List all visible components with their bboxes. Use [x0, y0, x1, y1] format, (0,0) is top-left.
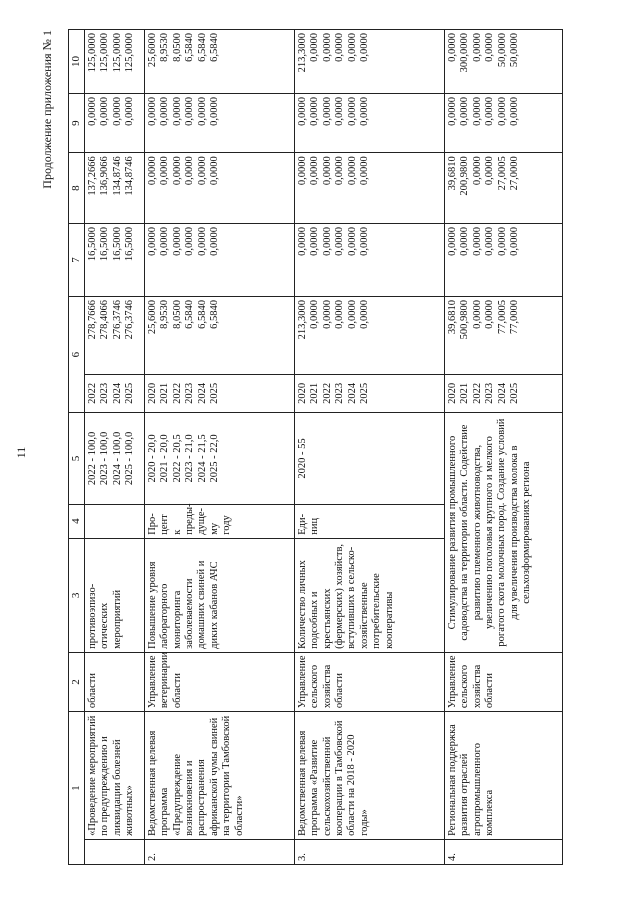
value-c8: 0,0000: [309, 156, 321, 186]
value-c6: 0,0000: [309, 299, 321, 329]
value-c9: 0,0000: [321, 96, 333, 126]
cell-targets: [294, 413, 444, 504]
executor: Управление сельского хозяйства области: [444, 652, 562, 711]
value-c8: 136,9066: [99, 156, 111, 196]
value-targets: 2021 - 20,0: [159, 434, 171, 483]
value-c9: 0,0000: [496, 96, 508, 126]
value-c6: 6,5840: [196, 299, 208, 329]
value-targets: 2020 - 20,0: [146, 434, 158, 483]
value-c6: 6,5840: [209, 299, 221, 329]
value-c10: 6,5840: [184, 33, 196, 62]
value-years: 2021: [309, 382, 321, 404]
value-c8: 0,0000: [359, 156, 371, 186]
value-c8: 0,0000: [184, 156, 196, 186]
value-c6: 0,0000: [321, 299, 333, 329]
value-years: 2024: [196, 382, 208, 404]
value-c6: 0,0000: [471, 299, 483, 329]
unit: Про-цент к преды-дуще-му году: [144, 504, 294, 538]
value-years: 2022: [171, 382, 183, 404]
table-row: [444, 30, 562, 865]
value-c9: 0,0000: [509, 96, 521, 126]
header-cell: 2: [69, 652, 85, 711]
value-targets: 2024 - 100,0: [111, 431, 123, 486]
executor: Управление ветеринарии области: [144, 652, 294, 711]
value-years: 2024: [496, 382, 508, 404]
value-c6: 0,0000: [359, 299, 371, 329]
table-row: [294, 30, 444, 865]
program-table: [68, 29, 563, 865]
value-c9: 0,0000: [346, 96, 358, 126]
cell-c7: [144, 223, 294, 296]
value-c6: 0,0000: [346, 299, 358, 329]
value-targets: 2023 - 21,0: [184, 434, 196, 483]
value-c6: 213,3000: [296, 299, 308, 340]
value-years: 2022: [321, 382, 333, 404]
value-c8: 200,9800: [459, 156, 471, 196]
program-name: Ведомственная целевая программа «Развитие сельскохозяйственной кооперации в Тамбовской области на 2018 - 2020 годы»: [294, 712, 444, 840]
header-cell: 9: [69, 93, 85, 152]
value-targets: 2022 - 100,0: [86, 431, 98, 486]
value-c7: 0,0000: [484, 226, 496, 256]
value-c10: 50,0000: [509, 33, 521, 68]
value-years: 2025: [209, 382, 221, 404]
cell-c10: [294, 30, 444, 94]
header-cell: 4: [69, 504, 85, 538]
value-c9: 0,0000: [99, 96, 111, 126]
header-cell: 3: [69, 538, 85, 652]
value-years: 2023: [484, 382, 496, 404]
page-number: 11: [14, 446, 28, 459]
value-c10: 0,0000: [309, 33, 321, 62]
value-c7: 0,0000: [459, 226, 471, 256]
value-c6: 276,3746: [111, 299, 123, 340]
indicator: противоэпизо-отических мероприятий: [84, 538, 144, 652]
value-years: 2024: [111, 382, 123, 404]
value-c6: 278,7666: [86, 299, 98, 340]
value-c8: 27,0005: [496, 156, 508, 191]
value-c10: 50,0000: [496, 33, 508, 68]
cell-c9: [294, 93, 444, 152]
header-row: [69, 30, 85, 865]
value-c10: 125,0000: [124, 33, 136, 73]
cell-c6: [444, 296, 562, 374]
value-c7: 0,0000: [209, 226, 221, 256]
value-c8: 0,0000: [321, 156, 333, 186]
value-c9: 0,0000: [209, 96, 221, 126]
value-c7: 16,5000: [99, 226, 111, 262]
value-c8: 0,0000: [484, 156, 496, 186]
cell-years: [84, 374, 144, 413]
value-targets: 2025 - 22,0: [209, 434, 221, 483]
value-c10: 8,0500: [171, 33, 183, 62]
value-c8: 0,0000: [196, 156, 208, 186]
value-targets: 2022 - 20,5: [171, 434, 183, 483]
value-c7: 0,0000: [321, 226, 333, 256]
value-c9: 0,0000: [484, 96, 496, 126]
value-c6: 8,0500: [171, 299, 183, 329]
value-c9: 0,0000: [111, 96, 123, 126]
value-c9: 0,0000: [309, 96, 321, 126]
cell-c10: [84, 30, 144, 94]
value-targets: 2020 - 55: [296, 438, 308, 479]
indicator: Повышение уровня лабораторного мониторинга заболеваемости домашних свиней и диких кабанов АЧС: [144, 538, 294, 652]
value-c10: 0,0000: [359, 33, 371, 62]
value-c10: 8,9530: [159, 33, 171, 62]
value-c7: 0,0000: [146, 226, 158, 256]
row-number: 3.: [294, 839, 444, 864]
value-c9: 0,0000: [159, 96, 171, 126]
cell-c6: [144, 296, 294, 374]
value-c6: 25,6000: [146, 299, 158, 335]
value-c8: 134,8746: [124, 156, 136, 196]
cell-targets: [144, 413, 294, 504]
value-c7: 16,5000: [111, 226, 123, 262]
header-cell: 7: [69, 223, 85, 296]
row-number: 4.: [444, 839, 562, 864]
value-years: 2023: [184, 382, 196, 404]
value-targets: 2024 - 21,5: [196, 434, 208, 483]
value-c9: 0,0000: [459, 96, 471, 126]
value-c10: 125,0000: [111, 33, 123, 73]
value-c9: 0,0000: [146, 96, 158, 126]
value-c6: 6,5840: [184, 299, 196, 329]
cell-c6: [84, 296, 144, 374]
value-c6: 8,9530: [159, 299, 171, 329]
value-years: 2023: [334, 382, 346, 404]
value-years: 2021: [459, 382, 471, 404]
value-c8: 137,2666: [86, 156, 98, 196]
unit: Еди-ниц: [294, 504, 444, 538]
cell-c6: [294, 296, 444, 374]
value-years: 2020: [296, 382, 308, 404]
value-c8: 0,0000: [159, 156, 171, 186]
value-c9: 0,0000: [471, 96, 483, 126]
indicator: Количество личных подсобных и крестьянских (фермерских) хозяйств, вступивших в сельско-хозяйственные потребительские кооперативы: [294, 538, 444, 652]
value-c10: 0,0000: [471, 33, 483, 62]
value-years: 2025: [359, 382, 371, 404]
value-c9: 0,0000: [86, 96, 98, 126]
value-c7: 0,0000: [309, 226, 321, 256]
cell-c9: [84, 93, 144, 152]
cell-c8: [294, 153, 444, 224]
value-years: 2025: [509, 382, 521, 404]
value-c10: 0,0000: [334, 33, 346, 62]
value-c8: 0,0000: [296, 156, 308, 186]
value-c6: 77,0000: [509, 299, 521, 335]
value-c10: 125,0000: [99, 33, 111, 73]
value-c7: 0,0000: [359, 226, 371, 256]
program-name: Региональная поддержка развития отраслей агропромышленного комплекса: [444, 712, 562, 840]
value-c8: 0,0000: [334, 156, 346, 186]
value-years: 2023: [99, 382, 111, 404]
value-c9: 0,0000: [296, 96, 308, 126]
value-c7: 0,0000: [509, 226, 521, 256]
value-c7: 0,0000: [296, 226, 308, 256]
header-cell: 10: [69, 30, 85, 94]
value-years: 2020: [446, 382, 458, 404]
value-c6: 0,0000: [334, 299, 346, 329]
cell-c9: [144, 93, 294, 152]
value-years: 2022: [86, 382, 98, 404]
value-targets: 2025 - 100,0: [124, 431, 136, 486]
value-c10: 300,0000: [459, 33, 471, 73]
value-c9: 0,0000: [334, 96, 346, 126]
value-c7: 16,5000: [86, 226, 98, 262]
value-c6: 0,0000: [484, 299, 496, 329]
value-years: 2025: [124, 382, 136, 404]
cell-c7: [84, 223, 144, 296]
value-years: 2022: [471, 382, 483, 404]
table-row: [144, 30, 294, 865]
value-c7: 0,0000: [171, 226, 183, 256]
value-c6: 77,0005: [496, 299, 508, 335]
header-cell: 6: [69, 296, 85, 412]
value-c9: 0,0000: [196, 96, 208, 126]
value-c7: 0,0000: [196, 226, 208, 256]
program-name: «Проведение мероприятий по предупреждению и ликвидации болезней животных»: [84, 712, 144, 840]
value-c7: 0,0000: [496, 226, 508, 256]
cell-c7: [444, 223, 562, 296]
row-number: [84, 839, 144, 864]
value-c8: 134,8746: [111, 156, 123, 196]
header-cell: 8: [69, 153, 85, 224]
value-c8: 39,6810: [446, 156, 458, 191]
header-cell: 5: [69, 413, 85, 504]
continuation-label: Продолжение приложения № 1: [40, 30, 54, 189]
value-c8: 0,0000: [471, 156, 483, 186]
value-c7: 0,0000: [334, 226, 346, 256]
cell-c8: [144, 153, 294, 224]
value-c6: 276,3746: [124, 299, 136, 340]
program-name: Ведомственная целевая программа «Предупреждение возникновения и распространения африканской чумы свиней на территории Тамбовской области»: [144, 712, 294, 840]
cell-c9: [444, 93, 562, 152]
value-c10: 6,5840: [196, 33, 208, 62]
cell-years: [294, 374, 444, 413]
value-c9: 0,0000: [359, 96, 371, 126]
value-years: 2021: [159, 382, 171, 404]
value-c6: 500,9800: [459, 299, 471, 340]
executor: области: [84, 652, 144, 711]
value-years: 2020: [146, 382, 158, 404]
value-c10: 0,0000: [321, 33, 333, 62]
value-c7: 0,0000: [471, 226, 483, 256]
value-c8: 0,0000: [171, 156, 183, 186]
value-c10: 0,0000: [346, 33, 358, 62]
value-targets: 2023 - 100,0: [99, 431, 111, 486]
value-c8: 0,0000: [146, 156, 158, 186]
executor: Управление сельского хозяйства области: [294, 652, 444, 711]
value-c9: 0,0000: [124, 96, 136, 126]
cell-c8: [444, 153, 562, 224]
value-c10: 125,0000: [86, 33, 98, 73]
value-c10: 213,3000: [296, 33, 308, 73]
row-number: 2.: [144, 839, 294, 864]
value-c6: 278,4066: [99, 299, 111, 340]
value-c7: 0,0000: [346, 226, 358, 256]
value-c6: 39,6810: [446, 299, 458, 335]
value-c10: 6,5840: [209, 33, 221, 62]
value-c9: 0,0000: [184, 96, 196, 126]
header-cell: 1: [69, 712, 85, 865]
value-years: 2024: [346, 382, 358, 404]
value-c9: 0,0000: [171, 96, 183, 126]
cell-targets: [84, 413, 144, 504]
cell-years: [144, 374, 294, 413]
cell-years: [444, 374, 562, 413]
value-c7: 0,0000: [446, 226, 458, 256]
value-c7: 16,5000: [124, 226, 136, 262]
cell-c10: [144, 30, 294, 94]
unit: [84, 504, 144, 538]
value-c10: 0,0000: [446, 33, 458, 62]
value-c8: 0,0000: [346, 156, 358, 186]
cell-c10: [444, 30, 562, 94]
value-c8: 0,0000: [209, 156, 221, 186]
cell-c7: [294, 223, 444, 296]
value-c9: 0,0000: [446, 96, 458, 126]
value-c7: 0,0000: [184, 226, 196, 256]
cell-c8: [84, 153, 144, 224]
value-c7: 0,0000: [159, 226, 171, 256]
value-c8: 27,0000: [509, 156, 521, 191]
table-row: [84, 30, 144, 865]
value-c10: 0,0000: [484, 33, 496, 62]
goal-description: Стимулирование развития промышленного садоводства на территории области. Содействие развитию племенного животноводства, увеличению поголовья крупного и мелкого рогатого скота молочных пород. Создание условий для увеличения производства молока в сельхозформированиях региона: [444, 413, 562, 653]
value-c10: 25,6000: [146, 33, 158, 68]
